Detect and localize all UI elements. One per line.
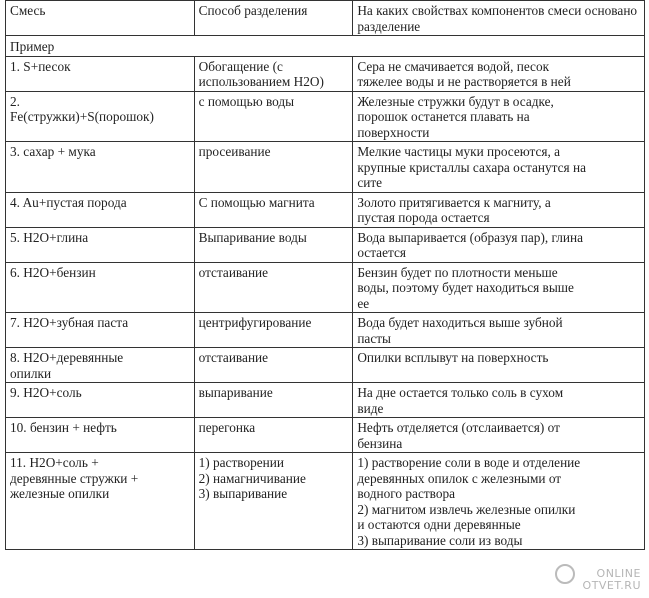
table-row: [6, 383, 645, 418]
cell-line: 2.: [10, 93, 20, 109]
header-row: [6, 1, 645, 36]
cell-line: 4. Au+пустая порода: [10, 194, 127, 210]
cell-line: Сера не смачивается водой, песок: [357, 58, 550, 74]
cell-basis: [353, 227, 645, 262]
cell-line: и остаются одни деревянные: [357, 517, 521, 532]
cell-mix: [6, 227, 195, 262]
cell-line: виде: [357, 400, 384, 416]
cell-line: Нефть отделяется (отслаивается) от: [357, 420, 560, 435]
cell-method: [194, 453, 353, 550]
table-row: [6, 313, 645, 348]
cell-line: просеивание: [198, 144, 271, 159]
cell-line: отстаивание: [198, 350, 269, 365]
cell-line: С помощью магнита: [198, 194, 315, 210]
cell-mix: [6, 56, 195, 91]
cell-line: пустая порода остается: [357, 210, 490, 225]
cell-line: Бензин будет по плотности меньше: [357, 264, 558, 280]
cell-line: 1) растворение соли в воде и отделение: [357, 455, 581, 470]
table-row: [6, 227, 645, 262]
cell-basis: [353, 383, 645, 418]
cell-mix: [6, 418, 195, 453]
cell-line: поверхности: [357, 124, 430, 140]
header-basis: На каких свойствах компонентов смеси основано разделение: [353, 1, 645, 36]
cell-line: 3. сахар + мука: [10, 144, 96, 159]
cell-line: На дне остается только соль в сухом: [357, 385, 564, 400]
example-row: [6, 36, 645, 57]
example-label: Пример: [6, 36, 645, 57]
table-row: [6, 192, 645, 227]
cell-line: 3) выпаривание соли из воды: [357, 532, 523, 548]
cell-line: крупные кристаллы сахара останутся на: [357, 159, 587, 175]
table-row: [6, 142, 645, 193]
table-row: [6, 91, 645, 142]
cell-mix: [6, 348, 195, 383]
cell-method: [194, 192, 353, 227]
cell-line: 11. Н2О+соль +: [10, 455, 99, 470]
cell-line: опилки: [10, 365, 52, 381]
cell-basis: [353, 313, 645, 348]
cell-line: водного раствора: [357, 486, 456, 501]
cell-basis: [353, 418, 645, 453]
cell-line: Мелкие частицы муки просеются, а: [357, 144, 561, 159]
separation-methods-table: [5, 0, 645, 550]
cell-line: воды, поэтому будет находиться выше: [357, 280, 574, 295]
cell-method: [194, 56, 353, 91]
cell-mix: [6, 383, 195, 418]
cell-line: 1) растворении: [198, 455, 284, 470]
cell-line: Вода будет находиться выше зубной: [357, 315, 563, 330]
cell-line: 10. бензин + нефть: [10, 420, 117, 435]
cell-mix: [6, 262, 195, 313]
cell-mix: [6, 192, 195, 227]
cell-method: [194, 418, 353, 453]
cell-basis: [353, 142, 645, 193]
watermark-line1: ONLINE: [596, 567, 641, 580]
cell-line: сите: [357, 175, 383, 190]
cell-basis: [353, 453, 645, 550]
cell-basis: [353, 192, 645, 227]
cell-line: ее: [357, 295, 370, 311]
cell-line: пасты: [357, 330, 391, 346]
cell-line: 9. Н2О+соль: [10, 385, 82, 400]
cell-line: отстаивание: [198, 264, 269, 280]
cell-line: тяжелее воды и не растворяется в ней: [357, 74, 571, 89]
cell-line: выпаривание: [198, 385, 273, 400]
cell-line: остается: [357, 245, 406, 260]
cell-line: Обогащение (с: [198, 58, 283, 74]
cell-basis: [353, 56, 645, 91]
table-row: [6, 262, 645, 313]
cell-line: 2) намагничивание: [198, 470, 306, 486]
cell-line: бензина: [357, 435, 403, 451]
cell-line: 6. Н2О+бензин: [10, 264, 96, 280]
cell-line: железные опилки: [10, 486, 110, 501]
cell-basis: [353, 348, 645, 383]
cell-line: порошок останется плавать на: [357, 109, 530, 124]
cell-method: [194, 348, 353, 383]
cell-line: Золото притягивается к магниту, а: [357, 194, 551, 210]
cell-line: 7. Н2О+зубная паста: [10, 315, 129, 330]
cell-method: [194, 91, 353, 142]
cell-method: [194, 383, 353, 418]
watermark-line2: OTVET.RU: [582, 579, 641, 592]
cell-line: Fe(стружки)+S(порошок): [10, 109, 154, 124]
cell-line: Выпаривание воды: [198, 229, 307, 245]
cell-method: [194, 313, 353, 348]
cell-mix: [6, 142, 195, 193]
cell-line: деревянные стружки +: [10, 470, 139, 486]
header-method: Способ разделения: [194, 1, 353, 36]
cell-line: с помощью воды: [198, 93, 295, 109]
cell-line: центрифугирование: [198, 315, 312, 330]
cell-line: 2) магнитом извлечь железные опилки: [357, 501, 576, 517]
table-row: [6, 348, 645, 383]
watermark-logo-icon: [555, 564, 575, 584]
table-row: [6, 453, 645, 550]
watermark: [555, 568, 641, 592]
cell-line: 5. Н2О+глина: [10, 229, 89, 245]
cell-line: Опилки всплывут на поверхность: [357, 350, 549, 365]
cell-line: 3) выпаривание: [198, 486, 288, 501]
cell-line: Железные стружки будут в осадке,: [357, 93, 554, 109]
cell-line: 8. Н2О+деревянные: [10, 350, 124, 365]
cell-method: [194, 227, 353, 262]
cell-line: Вода выпаривается (образуя пар), глина: [357, 229, 584, 245]
cell-mix: [6, 453, 195, 550]
cell-line: использованием Н2О): [198, 74, 324, 89]
cell-method: [194, 142, 353, 193]
header-mixture: Смесь: [6, 1, 195, 36]
cell-line: деревянных опилок с железными от: [357, 470, 562, 486]
cell-basis: [353, 262, 645, 313]
cell-mix: [6, 91, 195, 142]
table-row: [6, 56, 645, 91]
cell-method: [194, 262, 353, 313]
cell-line: перегонка: [198, 420, 256, 435]
cell-mix: [6, 313, 195, 348]
table-row: [6, 418, 645, 453]
cell-basis: [353, 91, 645, 142]
cell-line: 1. S+песок: [10, 58, 71, 74]
